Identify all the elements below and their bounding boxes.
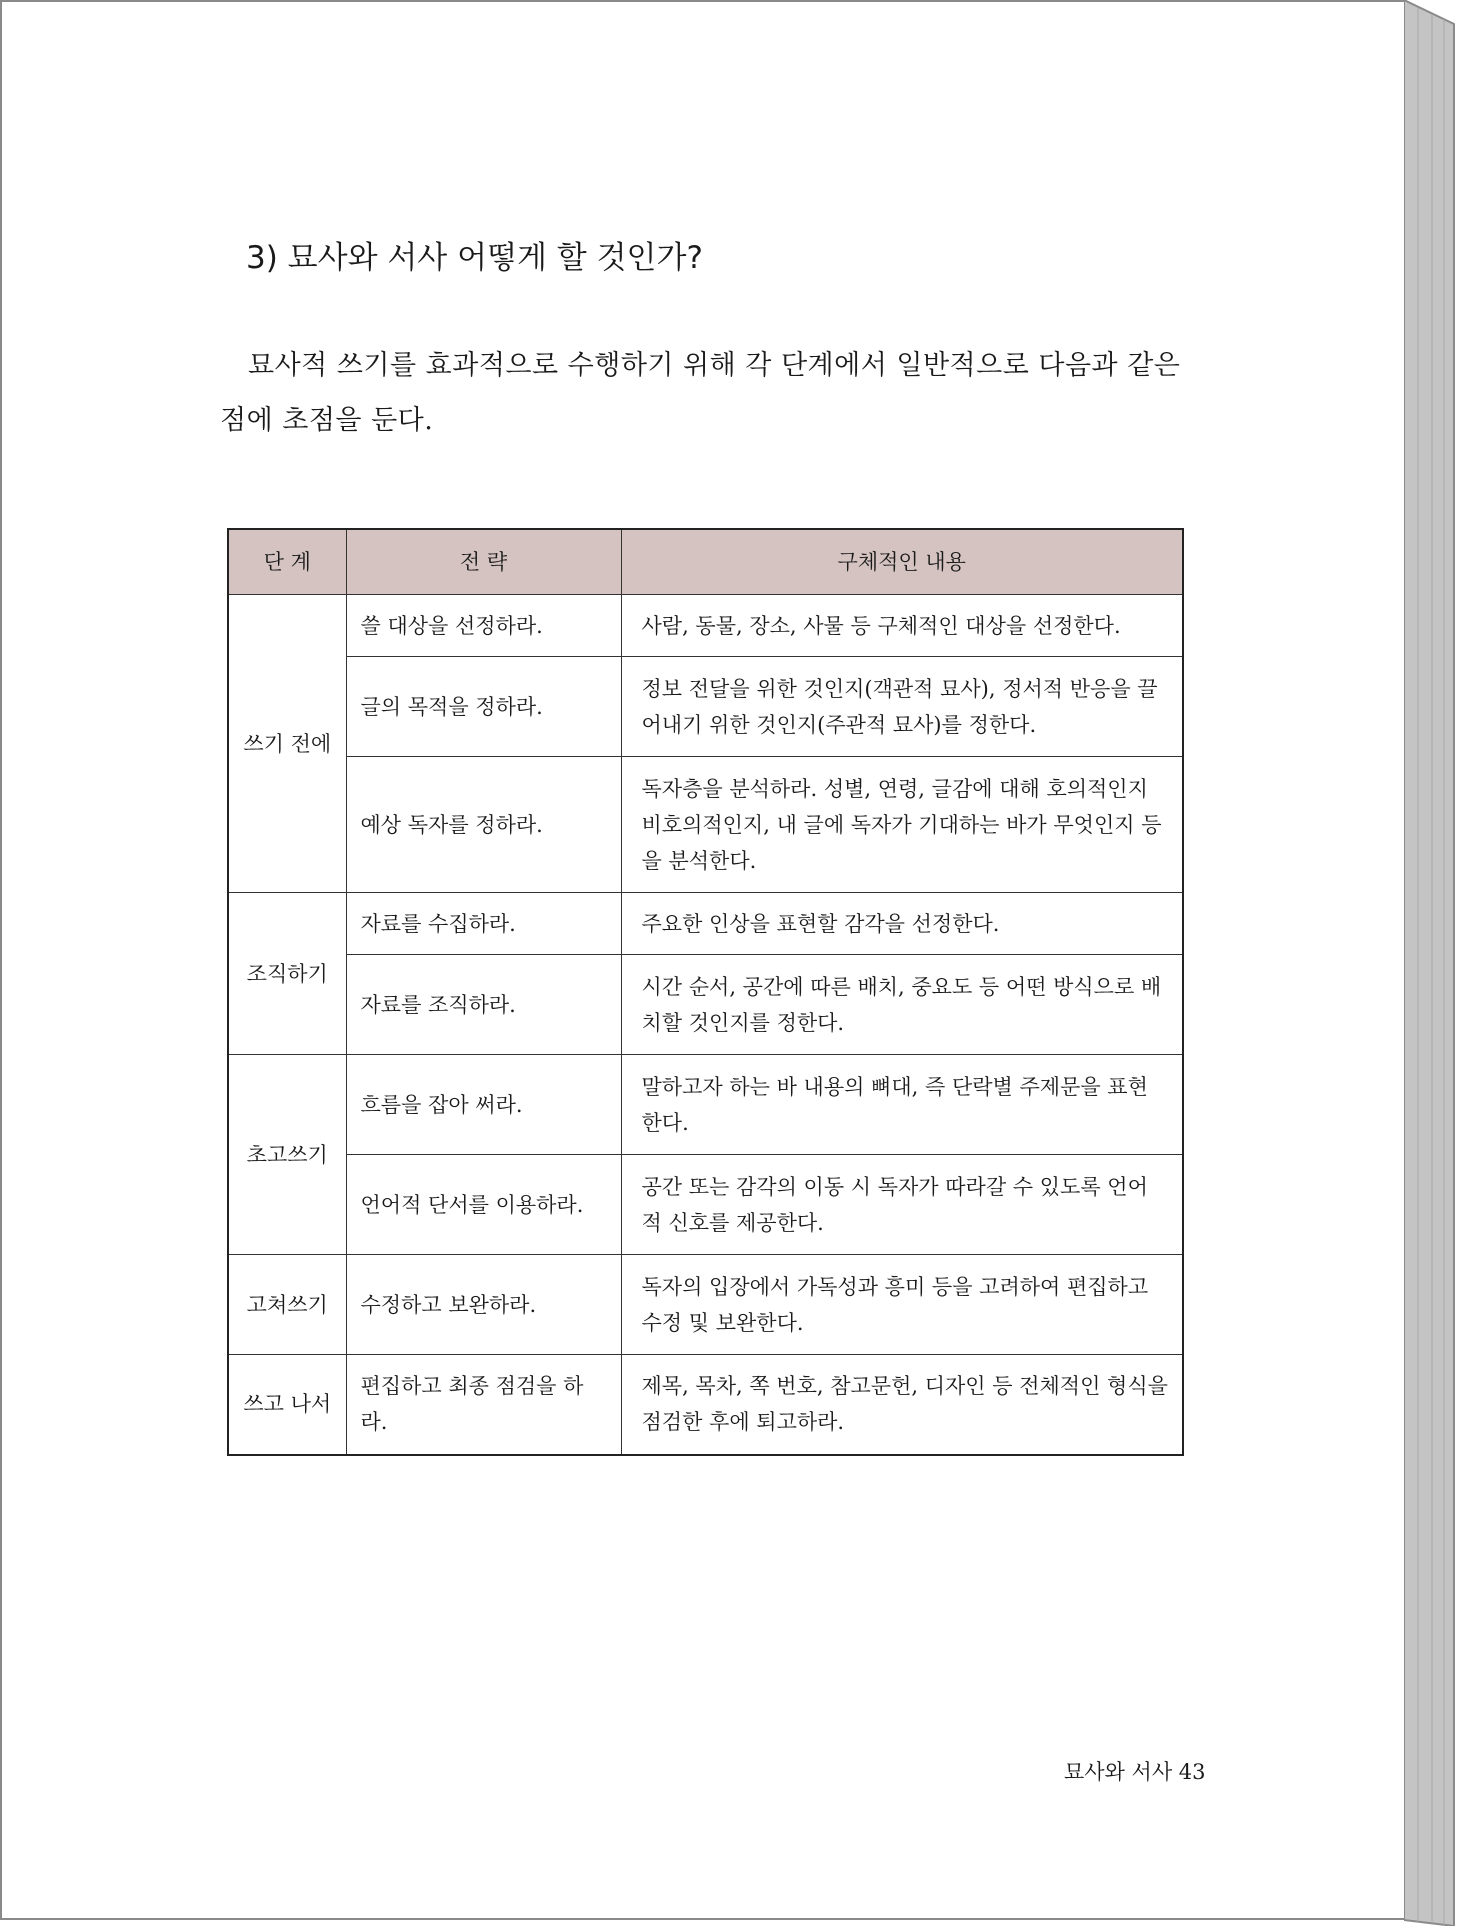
stage-cell: 쓰기 전에 [228, 595, 346, 893]
detail-cell: 주요한 인상을 표현할 감각을 선정한다. [621, 893, 1183, 955]
strategy-cell: 글의 목적을 정하라. [346, 657, 621, 757]
strategy-cell: 편집하고 최종 점검을 하라. [346, 1355, 621, 1455]
stage-cell: 초고쓰기 [228, 1055, 346, 1255]
detail-cell: 말하고자 하는 바 내용의 뼈대, 즉 단락별 주제문을 표현한다. [621, 1055, 1183, 1155]
stage-cell: 조직하기 [228, 893, 346, 1055]
detail-cell: 제목, 목차, 쪽 번호, 참고문헌, 디자인 등 전체적인 형식을 점검한 후에 퇴고하라. [621, 1355, 1183, 1455]
strategy-cell: 쓸 대상을 선정하라. [346, 595, 621, 657]
detail-cell: 시간 순서, 공간에 따른 배치, 중요도 등 어떤 방식으로 배치할 것인지를 정한다. [621, 955, 1183, 1055]
header-detail: 구체적인 내용 [621, 529, 1183, 595]
table-row [228, 893, 1183, 955]
stage-cell: 쓰고 나서 [228, 1355, 346, 1455]
strategy-cell: 흐름을 잡아 써라. [346, 1055, 621, 1155]
intro-paragraph: 묘사적 쓰기를 효과적으로 수행하기 위해 각 단계에서 일반적으로 다음과 같은 점에 초점을 둔다. [220, 350, 1181, 436]
detail-cell: 정보 전달을 위한 것인지(객관적 묘사), 정서적 반응을 끌어내기 위한 것인지(주관적 묘사)를 정한다. [621, 657, 1183, 757]
page-footer [1064, 1756, 1206, 1786]
strategy-cell: 자료를 조직하라. [346, 955, 621, 1055]
table-row [228, 595, 1183, 657]
table-row [228, 1155, 1183, 1255]
page-number: 43 [1178, 1760, 1206, 1784]
strategy-table [227, 528, 1184, 1456]
detail-cell: 독자의 입장에서 가독성과 흥미 등을 고려하여 편집하고 수정 및 보완한다. [621, 1255, 1183, 1355]
detail-cell: 독자층을 분석하라. 성별, 연령, 글감에 대해 호의적인지 비호의적인지, 내 글에 독자가 기대하는 바가 무엇인지 등을 분석한다. [621, 757, 1183, 893]
running-title: 묘사와 서사 [1064, 1760, 1173, 1784]
strategy-cell: 언어적 단서를 이용하라. [346, 1155, 621, 1255]
strategy-cell: 수정하고 보완하라. [346, 1255, 621, 1355]
strategy-cell: 자료를 수집하라. [346, 893, 621, 955]
detail-cell: 공간 또는 감각의 이동 시 독자가 따라갈 수 있도록 언어적 신호를 제공한다. [621, 1155, 1183, 1255]
section-title: 3) 묘사와 서사 어떻게 할 것인가? [246, 240, 703, 276]
header-stage: 단 계 [228, 529, 346, 595]
table-header-row [228, 529, 1183, 595]
table-row [228, 1355, 1183, 1455]
strategy-cell: 예상 독자를 정하라. [346, 757, 621, 893]
stage-cell: 고쳐쓰기 [228, 1255, 346, 1355]
book-page-edge [1404, 0, 1464, 1926]
table-row [228, 1255, 1183, 1355]
table-row [228, 955, 1183, 1055]
detail-cell: 사람, 동물, 장소, 사물 등 구체적인 대상을 선정한다. [621, 595, 1183, 657]
table-row [228, 657, 1183, 757]
table-row [228, 757, 1183, 893]
table-row [228, 1055, 1183, 1155]
header-strategy: 전 략 [346, 529, 621, 595]
